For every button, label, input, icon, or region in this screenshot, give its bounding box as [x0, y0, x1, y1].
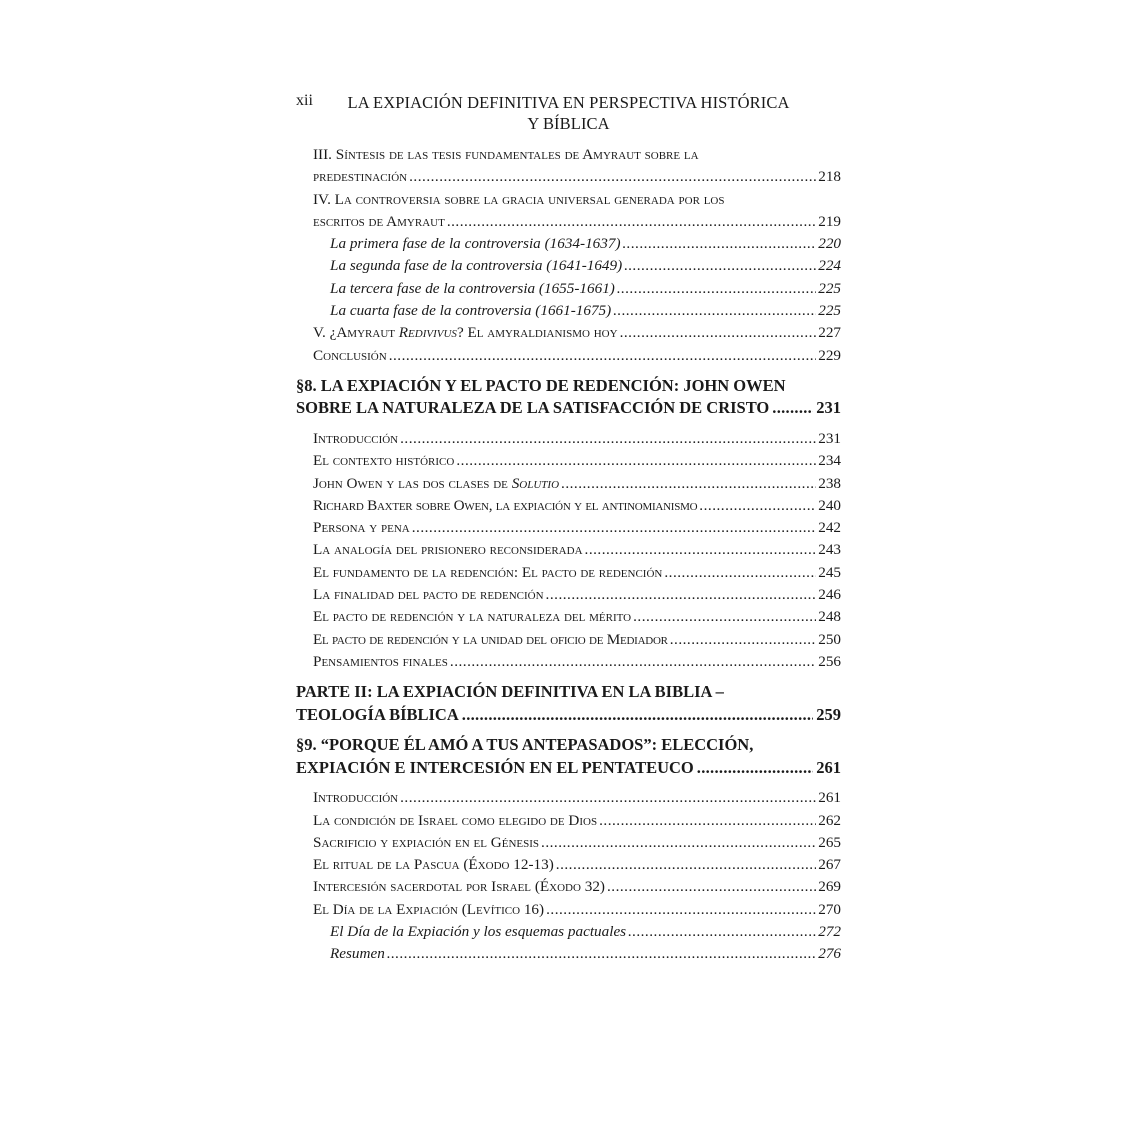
toc-entry: Richard Baxter sobre Owen, la expiación y el antinomianismo ..... 240 — [296, 495, 841, 517]
toc-entry: Conclusión ..... 229 — [296, 345, 841, 367]
toc-subentry: El Día de la Expiación y los esquemas pactuales ..... 272 — [296, 921, 841, 943]
toc-entry: Pensamientos finales ..... 256 — [296, 651, 841, 673]
toc-page-number: 219 — [818, 212, 841, 230]
toc-entry-text: IV. La controversia sobre la gracia universal generada por los — [313, 190, 725, 208]
toc-section-heading: §8. LA EXPIACIÓN Y EL PACTO DE REDENCIÓN: JOHN OWEN SOBRE LA NATURALEZA DE LA SATISFACCIÓN DE CRISTO ..... 231 — [296, 375, 841, 420]
toc-entry: El contexto histórico ..... 234 — [296, 450, 841, 472]
toc-entry-text: escritos de Amyraut — [313, 212, 445, 230]
toc-entry: La finalidad del pacto de redención ..... 246 — [296, 584, 841, 606]
toc-subentry: La cuarta fase de la controversia (1661-1675) ..... 225 — [296, 300, 841, 322]
toc-entry: La condición de Israel como elegido de Dios ..... 262 — [296, 810, 841, 832]
toc-entry: La analogía del prisionero reconsiderada ..... 243 — [296, 539, 841, 561]
running-title: LA EXPIACIÓN DEFINITIVA EN PERSPECTIVA HISTÓRICA Y BÍBLICA — [347, 93, 790, 133]
toc-entry: El pacto de redención y la naturaleza del mérito ..... 248 — [296, 606, 841, 628]
toc-entry: Sacrificio y expiación en el Génesis ..... 265 — [296, 832, 841, 854]
toc-subentry: La tercera fase de la controversia (1655-1661) ..... 225 — [296, 278, 841, 300]
toc-entry: Persona y pena ..... 242 — [296, 517, 841, 539]
toc-subentry: La segunda fase de la controversia (1641-1649) ..... 224 — [296, 255, 841, 277]
toc-entry: El ritual de la Pascua (Éxodo 12-13) ..... 267 — [296, 854, 841, 876]
toc-entry-text: predestinación — [313, 168, 408, 186]
toc-entry: V. ¿Amyraut Redivivus? El amyraldianismo hoy ..... 227 — [296, 322, 841, 344]
leader-dots — [409, 166, 816, 188]
toc-subentry: La primera fase de la controversia (1634-1637) ..... 220 — [296, 233, 841, 255]
toc-section-heading: §9. “PORQUE ÉL AMÓ A TUS ANTEPASADOS”: ELECCIÓN, EXPIACIÓN E INTERCESIÓN EN EL PENTATEUCO ..... 261 — [296, 734, 841, 779]
toc-entry: El Día de la Expiación (Levítico 16) ..... 270 — [296, 899, 841, 921]
leader-dots — [447, 211, 816, 233]
toc-entry: Intercesión sacerdotal por Israel (Éxodo 32) ..... 269 — [296, 876, 841, 898]
toc-entry — [296, 189, 841, 234]
toc-entry: John Owen y las dos clases de Solutio ..... 238 — [296, 473, 841, 495]
page-number: xii — [296, 92, 313, 109]
toc-entry: El pacto de redención y la unidad del oficio de Mediador ..... 250 — [296, 629, 841, 651]
toc-part-heading: PARTE II: LA EXPIACIÓN DEFINITIVA EN LA BIBLIA – TEOLOGÍA BÍBLICA ..... 259 — [296, 681, 841, 726]
table-of-contents — [296, 144, 841, 966]
toc-entry: El fundamento de la redención: El pacto de redención ..... 245 — [296, 562, 841, 584]
toc-entry — [296, 144, 841, 189]
toc-page-number: 218 — [818, 168, 841, 186]
toc-entry: Introducción ..... 231 — [296, 428, 841, 450]
toc-subentry: Resumen ..... 276 — [296, 943, 841, 965]
toc-entry-text: III. Síntesis de las tesis fundamentales de Amyraut sobre la — [313, 146, 699, 163]
toc-entry: Introducción ..... 261 — [296, 787, 841, 809]
